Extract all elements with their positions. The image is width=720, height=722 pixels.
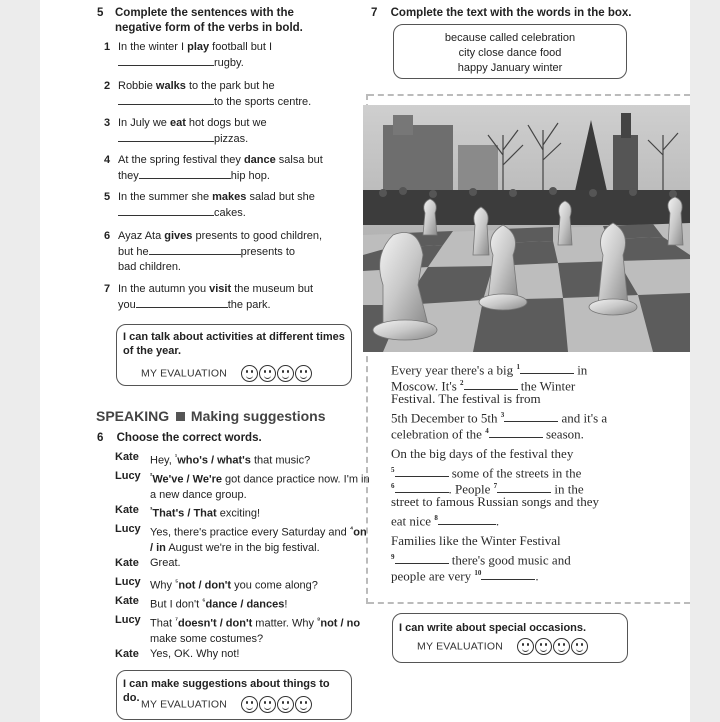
answer-blank[interactable]	[136, 297, 228, 308]
ex7-evaluation	[417, 638, 588, 655]
answer-blank[interactable]	[520, 363, 574, 374]
speaking-evaluation-label: MY EVALUATION	[141, 698, 228, 711]
ex5-item	[104, 116, 358, 147]
text-line	[391, 494, 631, 510]
workbook-page	[40, 0, 690, 722]
ex5-can-do-text: I can talk about activities at different times of the year.	[123, 331, 345, 357]
speech-text	[150, 594, 370, 613]
text-fragment: people are very	[391, 568, 475, 584]
gap-number: 9	[391, 553, 395, 561]
item-verb: walks	[155, 80, 186, 92]
answer-blank[interactable]	[489, 427, 543, 438]
item-verb: gives	[164, 230, 193, 242]
item-line	[118, 55, 358, 71]
smiley-icon[interactable]	[241, 365, 258, 382]
text-line	[391, 565, 631, 584]
item-text: At the spring festival they	[118, 154, 244, 166]
ex7-can-do-box	[392, 613, 628, 663]
ice-chess-image	[363, 105, 690, 352]
item-text: hot dogs but we	[185, 117, 267, 129]
ex5-evaluation	[141, 365, 312, 382]
text-fragment: season.	[542, 426, 584, 442]
item-verb: visit	[209, 283, 232, 295]
text-fragment: .	[495, 513, 500, 529]
ex5-item	[104, 282, 358, 313]
ex7-number: 7	[371, 7, 378, 19]
gap-number: ⁵	[175, 579, 179, 586]
speech-fragment: exciting!	[216, 507, 261, 520]
gap-number: ⁴	[349, 526, 354, 533]
speech-fragment: Great.	[150, 557, 181, 569]
text-fragment: and it's a	[558, 410, 608, 426]
ex6-instruction: Choose the correct words.	[116, 432, 262, 444]
item-verb: play	[187, 41, 210, 53]
speech-text	[150, 556, 370, 571]
speech-fragment: make some costumes?	[150, 632, 264, 645]
item-verb: dance	[243, 154, 276, 166]
speaking-prefix: SPEAKING	[96, 408, 170, 424]
word-choice[interactable]: doesn't / don't	[177, 617, 253, 630]
item-text: Robbie	[118, 80, 156, 92]
speech-fragment: you come along?	[231, 579, 318, 592]
speaker-name: Kate	[115, 595, 139, 607]
item-line	[118, 79, 358, 94]
text-fragment: eat nice	[391, 513, 435, 529]
ex5-instruction: Complete the sentences with the negative form of the verbs in bold.	[115, 7, 303, 34]
speaker-name: Kate	[115, 557, 139, 569]
gap-number: 4	[485, 427, 489, 435]
speech-fragment: !	[284, 598, 288, 611]
speech-fragment: Yes, OK. Why not!	[150, 648, 240, 660]
speaking-title	[96, 408, 325, 424]
gap-number: 8	[434, 514, 438, 522]
speech-text	[150, 522, 370, 556]
answer-blank[interactable]	[118, 131, 214, 142]
text-line	[391, 533, 631, 549]
speaker-name: Kate	[115, 648, 139, 660]
item-line	[118, 94, 358, 110]
ex5-number: 5	[97, 7, 104, 19]
answer-blank[interactable]	[149, 244, 241, 255]
speech-fragment: Hey,	[150, 454, 175, 467]
text-fragment: .	[535, 568, 539, 584]
item-text: presents to	[240, 246, 296, 258]
ex5-can-do-box	[116, 324, 352, 386]
text-line	[391, 510, 631, 529]
speech-fragment: Yes, there's practice every Saturday and	[150, 526, 350, 539]
smiley-icon[interactable]	[553, 638, 570, 655]
ex5-item	[104, 40, 358, 71]
text-fragment: 5th December to 5th	[391, 410, 501, 426]
text-fragment: there's good music and	[448, 552, 571, 568]
speech-text	[150, 613, 370, 647]
speech-text	[150, 647, 370, 662]
item-line	[118, 190, 358, 205]
gap-number: ⁶	[202, 598, 206, 605]
item-line: bad children.	[118, 261, 181, 273]
item-text: cakes.	[214, 207, 246, 219]
text-fragment: Moscow. It's	[391, 378, 461, 394]
text-fragment: street to famous Russian songs and they	[391, 494, 599, 509]
item-text: hip hop.	[230, 170, 270, 182]
item-line	[118, 229, 358, 244]
gap-number: 5	[391, 466, 395, 474]
ex7-instruction: Complete the text with the words in the box.	[390, 7, 632, 19]
ex6-heading	[97, 431, 262, 446]
gap-number: 10	[474, 569, 482, 577]
answer-blank[interactable]	[497, 482, 551, 493]
speech-fragment: August we're in the big festival.	[165, 541, 320, 554]
gap-number: ²	[150, 473, 153, 480]
text-fragment: in the	[551, 481, 584, 497]
text-fragment: On the big days of the festival they	[391, 446, 574, 461]
ex5-item	[104, 79, 358, 110]
ex5-item	[104, 229, 358, 275]
item-verb: makes	[212, 191, 247, 203]
item-text: to the sports centre.	[214, 96, 312, 108]
word-choice[interactable]: That's / That	[152, 507, 217, 520]
ex5-evaluation-label: MY EVALUATION	[141, 367, 228, 380]
item-text: pizzas.	[214, 133, 249, 145]
item-text: Ayaz Ata	[118, 230, 165, 242]
item-line	[118, 131, 358, 147]
speech-fragment: matter. Why	[252, 617, 318, 630]
speech-fragment: that music?	[250, 454, 311, 467]
answer-blank[interactable]	[395, 553, 449, 564]
item-text: presents to good children,	[192, 230, 323, 242]
answer-blank[interactable]	[118, 94, 214, 105]
item-text: In the summer she	[118, 191, 213, 203]
smiley-icon[interactable]	[241, 696, 258, 713]
word-choice[interactable]: dance / dances	[205, 598, 285, 611]
item-text: the museum but	[231, 283, 314, 295]
text-line	[391, 423, 631, 442]
item-text: In July we	[118, 117, 170, 129]
answer-blank[interactable]	[481, 569, 535, 580]
item-text: In the autumn you	[118, 283, 210, 295]
gap-number: ¹	[174, 454, 178, 461]
gap-number: 6	[391, 482, 395, 490]
speech-fragment: That	[150, 617, 176, 630]
item-number: 6	[104, 230, 111, 242]
item-text: but he	[118, 246, 149, 258]
speaker-name: Lucy	[115, 614, 141, 626]
speaking-can-do-text: I can make suggestions about things to do.	[123, 678, 330, 704]
smiley-icon[interactable]	[571, 638, 588, 655]
answer-blank[interactable]	[438, 514, 496, 525]
festival-photo	[363, 105, 690, 352]
word-box-line: because called celebration	[444, 32, 576, 44]
dashed-border-top	[368, 94, 690, 96]
item-line	[118, 168, 358, 184]
word-box	[393, 24, 627, 79]
smiley-icon[interactable]	[295, 696, 312, 713]
gap-number: 7	[493, 482, 498, 490]
item-number: 7	[104, 283, 111, 295]
ex5-item	[104, 153, 358, 184]
speaker-name: Kate	[115, 451, 139, 463]
speaker-name: Lucy	[115, 576, 141, 588]
ex7-can-do-text: I can write about special occasions.	[399, 622, 587, 634]
word-choice[interactable]: on / in	[150, 526, 367, 554]
text-line	[391, 446, 631, 462]
gap-number: 1	[516, 363, 520, 371]
item-line	[118, 297, 358, 313]
smiley-icon[interactable]	[295, 365, 312, 382]
item-number: 1	[104, 41, 111, 53]
smiley-icon[interactable]	[535, 638, 552, 655]
item-number: 2	[104, 80, 111, 92]
gap-number: ⁷	[175, 617, 178, 624]
item-text: salad but she	[246, 191, 315, 203]
speaking-evaluation	[141, 696, 312, 713]
speech-text	[150, 503, 370, 522]
square-icon	[176, 412, 185, 421]
gap-number: 2	[460, 379, 464, 387]
ex5-heading	[97, 6, 357, 36]
speech-fragment: But I don't	[150, 598, 203, 611]
text-fragment: Every year there's a big	[391, 362, 517, 378]
speech-fragment: Why	[150, 579, 176, 592]
ex7-evaluation-label: MY EVALUATION	[417, 640, 504, 653]
speech-text	[150, 450, 370, 469]
text-fragment: some of the streets in the	[448, 465, 582, 481]
item-line	[118, 282, 358, 297]
word-choice[interactable]: not / no	[320, 617, 361, 630]
text-fragment: Families like the Winter Festival	[391, 533, 561, 548]
smiley-icon[interactable]	[277, 696, 294, 713]
text-fragment: Festival. The festival is from	[391, 391, 541, 406]
speech-fragment: got dance practice now. I'm in a new dance group.	[150, 473, 370, 501]
item-line	[118, 153, 358, 168]
answer-blank[interactable]	[118, 205, 214, 216]
item-number: 4	[104, 154, 111, 166]
gap-number: ⁸	[317, 617, 321, 624]
item-verb: eat	[169, 117, 186, 129]
text-fragment: the Winter	[517, 378, 576, 394]
ex5-item	[104, 190, 358, 221]
word-box-line: happy January winter	[457, 62, 563, 74]
ex7-heading	[371, 6, 671, 21]
text-fragment: . People	[448, 481, 494, 497]
answer-blank[interactable]	[395, 466, 449, 477]
dashed-border-bottom	[368, 602, 690, 604]
gap-number: 3	[500, 411, 505, 419]
item-line	[118, 205, 358, 221]
speaking-main: Making suggestions	[190, 408, 326, 424]
item-text: the park.	[227, 299, 271, 311]
speaker-name: Kate	[115, 504, 139, 516]
answer-blank[interactable]	[118, 55, 214, 66]
gap-number: ³	[150, 507, 153, 514]
word-box-line: city close dance food	[458, 47, 562, 59]
item-text: football but I	[209, 41, 273, 53]
word-choice[interactable]: who's / what's	[177, 454, 251, 467]
item-number: 5	[104, 191, 111, 203]
answer-blank[interactable]	[139, 168, 231, 179]
word-choice[interactable]: not / don't	[178, 579, 232, 592]
item-text: they	[118, 170, 139, 182]
item-text: rugby.	[214, 57, 244, 69]
word-choice[interactable]: We've / We're	[152, 473, 222, 486]
item-text: to the park but he	[185, 80, 275, 92]
speech-text	[150, 469, 370, 503]
speaking-can-do-box	[116, 670, 352, 720]
ex6-number: 6	[97, 432, 104, 444]
answer-blank[interactable]	[464, 379, 518, 390]
item-line	[118, 116, 358, 131]
smiley-icon[interactable]	[259, 365, 276, 382]
speech-text	[150, 575, 370, 594]
answer-blank[interactable]	[504, 411, 558, 422]
item-text: In the winter I	[118, 41, 188, 53]
answer-blank[interactable]	[395, 482, 449, 493]
item-line	[118, 244, 358, 260]
item-number: 3	[104, 117, 111, 129]
speaker-name: Lucy	[115, 523, 141, 535]
text-line	[391, 391, 631, 407]
text-fragment: in	[573, 362, 588, 378]
smiley-icon[interactable]	[277, 365, 294, 382]
item-text: you	[118, 299, 136, 311]
speaker-name: Lucy	[115, 470, 141, 482]
smiley-icon[interactable]	[517, 638, 534, 655]
item-text: salsa but	[275, 154, 323, 166]
text-fragment: celebration of the	[391, 426, 486, 442]
item-line	[118, 40, 358, 55]
smiley-icon[interactable]	[259, 696, 276, 713]
